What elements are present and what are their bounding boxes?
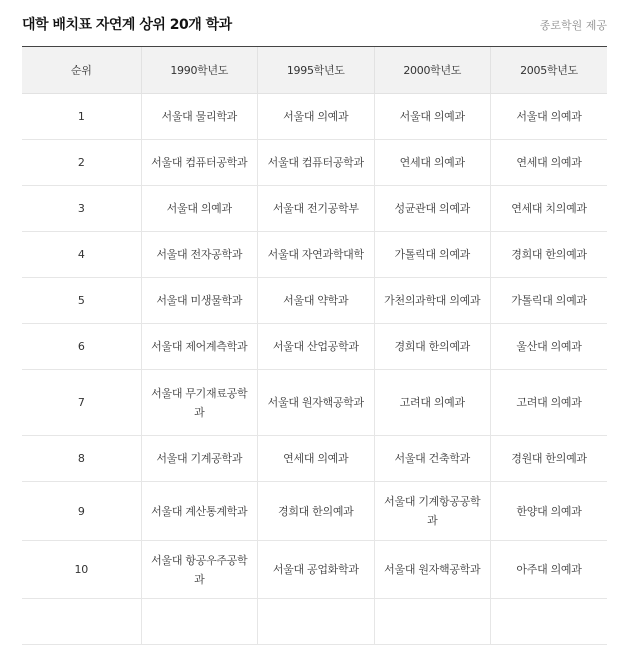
table-cell: 서울대 자연과학대학: [258, 232, 375, 278]
table-cell: 서울대 계산통계학과: [141, 482, 258, 541]
rank-cell: 6: [22, 324, 141, 370]
table-cell: 서울대 제어계측학과: [141, 324, 258, 370]
table-header: [22, 0, 607, 46]
column-header-1995: 1995학년도: [258, 47, 375, 94]
column-header-rank: 순위: [22, 47, 141, 94]
column-header-2000: 2000학년도: [374, 47, 491, 94]
table-cell: 가톨릭대 의예과: [491, 278, 608, 324]
rank-cell: 9: [22, 482, 141, 541]
table-cell: 서울대 약학과: [258, 278, 375, 324]
table-cell: 서울대 무기재료공학과: [141, 370, 258, 436]
table-cell: 연세대 의예과: [258, 436, 375, 482]
table-header-row: [22, 47, 607, 94]
table-cell: 서울대 의예과: [258, 94, 375, 140]
rank-cell: 1: [22, 94, 141, 140]
table-cell: 서울대 항공우주공학과: [141, 541, 258, 599]
table-row: [22, 436, 607, 482]
table-cell: 서울대 산업공학과: [258, 324, 375, 370]
rank-cell: 3: [22, 186, 141, 232]
rank-cell: 4: [22, 232, 141, 278]
rank-cell: 5: [22, 278, 141, 324]
table-cell: 서울대 미생물학과: [141, 278, 258, 324]
table-row: [22, 94, 607, 140]
table-row: [22, 186, 607, 232]
table-row: [22, 482, 607, 541]
table-cell: 가톨릭대 의예과: [374, 232, 491, 278]
table-cell: 서울대 원자핵공학과: [374, 541, 491, 599]
table-cell: 서울대 기계공학과: [141, 436, 258, 482]
table-cell: 연세대 의예과: [374, 140, 491, 186]
table-cell: 경희대 한의예과: [491, 232, 608, 278]
page-title: 대학 배치표 자연계 상위 20개 학과: [22, 17, 232, 33]
table-cell: 가천의과학대 의예과: [374, 278, 491, 324]
table-row: [22, 278, 607, 324]
column-header-2005: 2005학년도: [491, 47, 608, 94]
rank-cell: 2: [22, 140, 141, 186]
table-row: [22, 324, 607, 370]
table-cell: 서울대 컴퓨터공학과: [258, 140, 375, 186]
table-cell: 경희대 한의예과: [374, 324, 491, 370]
table-cell: 고려대 의예과: [491, 370, 608, 436]
table-cell: 서울대 기계항공공학과: [374, 482, 491, 541]
table-cell: 서울대 공업화학과: [258, 541, 375, 599]
table-row: [22, 232, 607, 278]
table-cell: 서울대 컴퓨터공학과: [141, 140, 258, 186]
table-cell: 연세대 치의예과: [491, 186, 608, 232]
table-row: [22, 541, 607, 599]
table-cell: 서울대 전자공학과: [141, 232, 258, 278]
ranking-table: [22, 46, 607, 645]
table-cell: 경희대 한의예과: [258, 482, 375, 541]
table-cell: 아주대 의예과: [491, 541, 608, 599]
table-cell: 울산대 의예과: [491, 324, 608, 370]
table-row: [22, 370, 607, 436]
column-header-1990: 1990학년도: [141, 47, 258, 94]
table-cell: 고려대 의예과: [374, 370, 491, 436]
table-cell: 서울대 건축학과: [374, 436, 491, 482]
rank-cell: 10: [22, 541, 141, 599]
rank-cell: 8: [22, 436, 141, 482]
table-cell: 성균관대 의예과: [374, 186, 491, 232]
table-cell: 서울대 전기공학부: [258, 186, 375, 232]
source-credit: 종로학원 제공: [539, 19, 607, 32]
rank-cell: 7: [22, 370, 141, 436]
table-cell: 서울대 의예과: [141, 186, 258, 232]
table-cell: 서울대 원자핵공학과: [258, 370, 375, 436]
table-cell: 서울대 의예과: [374, 94, 491, 140]
table-cell: 서울대 의예과: [491, 94, 608, 140]
table-cell: 경원대 한의예과: [491, 436, 608, 482]
table-cell: 연세대 의예과: [491, 140, 608, 186]
table-row: [22, 140, 607, 186]
table-cell: 한양대 의예과: [491, 482, 608, 541]
table-cell: 서울대 물리학과: [141, 94, 258, 140]
